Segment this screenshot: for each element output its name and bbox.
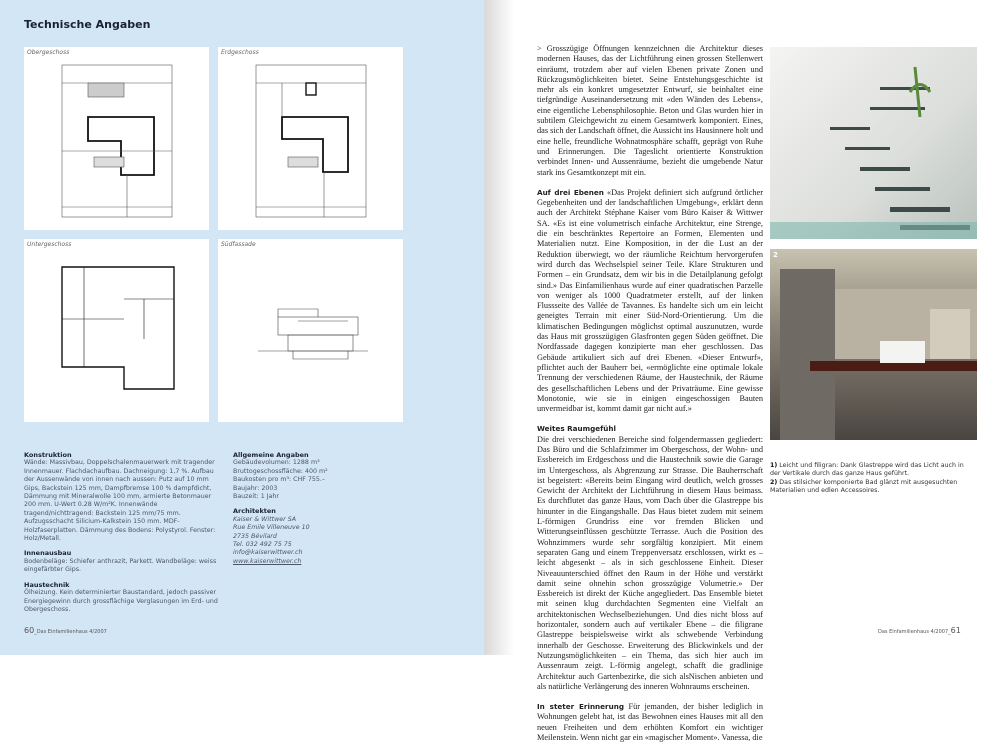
photo-bathroom — [770, 249, 977, 440]
plan-erdgeschoss: Erdgeschoss — [218, 47, 403, 230]
plan-suedfassade: Südfassade — [218, 239, 403, 422]
page-number-left: 60_Das Einfamilienhaus 4/2007 — [24, 626, 107, 635]
article-body: > Grosszügige Öffnungen kennzeichnen die Architektur dieses modernen Hauses, das der Lichtführung einen grossen Stellenwert einräumt, trotzdem aber auf vielen Ebenen private Zonen und Rückzugsmöglichkeiten bietet. Seine Entstehungsgeschichte ist mehr als ein konkret umgesetzter Entwurf, sie beinhaltet eine tiefgründige Auseinandersetzung mit «den Wänden des Lebens», eine eigentliche Lebensphilosophie. Beton und Glas wurden hier in subtilem Gleichgewicht zu einem Gesamtwerk komponiert. Eines, das sich der Landschaft öffnet, die Aussicht ins Hausinnere holt und eine helle, freundliche Wohnatmosphäre schafft, geprägt von Ruhe und Erinnerungen. Die Tageslicht orientierte Konstruktion verbindet Innen- und Aussenräume, bezieht die umgebende Natur stark ins Gesamtkonzept mit ein. Auf drei Ebenen «Das Projekt definiert sich aufgrund örtlicher Gegebenheiten und der landschaftlichen Umgebung», erklärt denn auch der Architekt Stéphane Kaiser vom Büro Kaiser & Wittwer SA. «Es ist eine volumetrisch einfache Architektur, eine Strenge, die ein beschränktes Repertoire an Formen, Elementen und Materialien nutzt. Eine Komposition, in der die Lust an der Reduktion überwiegt, wo der räumliche Reichtum hervorgerufen wird durch das Wechselspiel seiner Teile. Klare Strukturen und Formen – ein Grundsatz, dem wir bis in die Detailplanung gefolgt sind.» Das Einfamilienhaus wurde auf einer quadratischen Parzelle von weniger als 1000 Quadratmeter erstellt, auf der linken Flussseite des Vallée de Tavannes. Es handelte sich um ein leicht geneigtes Terrain mit einer Süd-Nord-Orientierung. Um die klimatischen Bedingungen möglichst optimal auszunutzen, wurde das Haus mit grosszügigen Glasfronten gegen Süden geöffnet. Die Nordfassade dagegen konzipierte man eher geschlossen. Das Gebäude artikuliert sich auf drei Ebenen. «Dieser Entwurf», pflichtet auch der Bauherr bei, «ermöglichte eine optimale lokale Trennung der verschiedenen Räume, der Haustechnik, der Räume des gesellschaftlichen Lebens und der Privaträume. Eine gewisse Monotonie, wie sie in einigen eingeschossigen Bauten unvermeidbar ist, kommt damit gar nicht auf.» Weites Raumgefühl Die drei verschiedenen Bereiche sind folgendermassen gegliedert: Das Büro und die Schlafzimmer im Obergeschoss, der Wohn- und Essbereich im Erdgeschoss und die Haustechnik sowie die Garage im Untergeschoss, als Abgrenzung zur Strasse. Die Bauherrschaft ist begeistert: «Bereits beim Eingang wird deutlich, welch grosses Gewicht der Architekt der Lichtführung in diesem Haus beimass. Es durchflutet das ganze Haus, vom Dach über die Glastreppe bis hinunter in die Eingangshalle. Das Haus bietet zudem mit seinem L-förmigen Grundriss eine vor fremden Blicken und Witterungseinflüssen geschützte Terrasse. Auch die Position des Wohnzimmers wurde sehr sorgfältig konzipiert. Mit einem separaten Gang und einem Treppenversatz erschlossen, wirkt es – leicht abgesenkt – als in sich geschlossene Einheit. Dieser Niveauunterschied öffnet den Raum in der Höhe und verstärkt damit seine ohnehin schon grosszügige Volumetrie.» Der Essbereich ist direkt der Küche angegliedert. Das Ensemble bietet mit seinen klug durchdachten Segmenten eine Vielfalt an architektonischen Wechselbeziehungen. Und dies nicht bloss auf horizontaler, sondern auch auf vertikaler Ebene – die filigrane Glastreppe beispielsweise wirkt als schwebende Verbindung innerhalb der Geschosse. Erweiterung des Blickwinkels und der Nutzungsmöglichkeiten – ein Thema, das sich hier auch im Aussenraum zeigt. L-förmig angelegt, schafft die gradlinige Architektur auch Gartenbezirke, die sich alsNischen anbieten und als natürliche Verlängerung des inneren Wohnraums erscheinen. In steter Erinnerung Für jemanden, der bisher lediglich in Wohnungen gelebt hat, ist das Bewohnen eines Hauses mit all den neuen Freiheiten und dem erhöhten Komfort ein wichtiger Meilenstein. Wenn nicht gar ein «magischer Moment». Vanessa, die — [537, 44, 763, 742]
photo-number: 2 — [773, 251, 778, 259]
plan-obergeschoss: Obergeschoss — [24, 47, 209, 230]
photo-glass-staircase — [770, 47, 977, 239]
website-link[interactable]: www.kaiserwittwer.ch — [233, 557, 302, 565]
email-link[interactable]: info@kaiserwittwer.ch — [233, 549, 303, 557]
tech-specs-column-1: Konstruktion Wände: Massivbau, Doppelschalenmauerwerk mit tragender Innenmauer. Flachdachaufbau. Dachneigung: 1,7 %. Aufbau der Aussenwände von innen nach aussen: Putz auf 10 mm Gips, Backstein 125 mm, Dampfbremse 100 % dampfdicht, Dämmung mit Mineralwolle 100 mm, armierte Betonmauer 200 mm. U-Wert 0.28 W/m²K. Innenwände tragend/nichttragend: Backstein 125 mm/75 mm. Aufzugsschacht Silicium-Kalkstein 150 mm. MDF-Holzfaserplatten. Dämmung des Bodens: Polystyrol. Fenster: Holz/Metall. Innenausbau Bodenbeläge: Schiefer anthrazit, Parkett. Wandbeläge: weiss eingefärbter Gips. Haustechnik Ölheizung. Kein determinierter Baustandard, jedoch passiver Energiegewinn durch grossflächige Verglasungen im Erd- und Obergeschoss. — [24, 451, 218, 613]
plan-untergeschoss: Untergeschoss — [24, 239, 209, 422]
page-number-right: Das Einfamilienhaus 4/2007_61 — [878, 626, 961, 635]
page-title: Technische Angaben — [24, 18, 151, 31]
photo-captions: 1) Leicht und filigran: Dank Glastreppe wird das Licht auch in der Vertikale durch das ganze Haus geführt. 2) Das stilsicher komponierte Bad glänzt mit ausgesuchten Materialien und edlen Accessoires. — [770, 462, 964, 495]
tech-specs-column-2: Allgemeine Angaben Gebäudevolumen: 1288 m³ Bruttogeschossfläche: 400 m² Baukosten pro m³: CHF 755.– Baujahr: 2003 Bauzeit: 1 Jahr Architekten Kaiser & Wittwer SA Rue Emile Villeneuve 10 2735 Bévilard Tel. 032 492 75 75 info@kaiserwittwer.ch www.kaiserwittwer.ch — [233, 451, 353, 566]
spine-shadow — [484, 0, 514, 655]
